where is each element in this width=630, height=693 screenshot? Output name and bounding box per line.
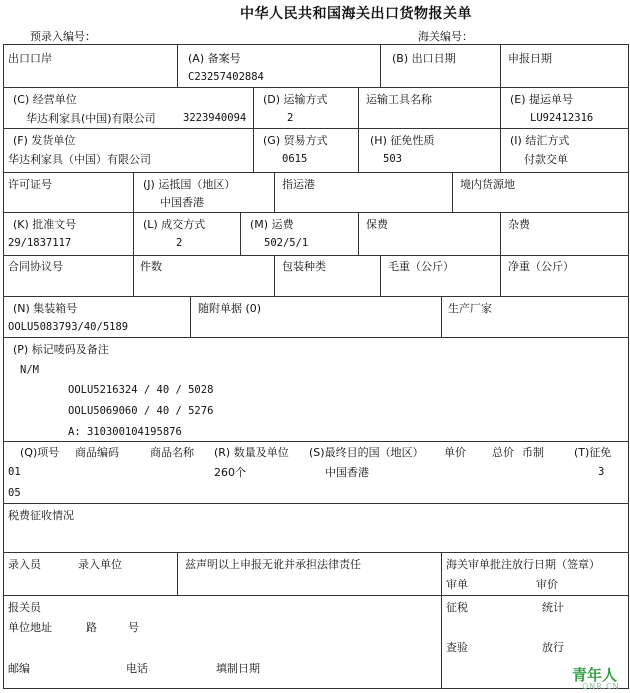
grid-line: [177, 552, 178, 595]
bill-of-lading-value: LU92412316: [530, 112, 594, 124]
transport-mode-label: (D) 运输方式: [263, 93, 328, 106]
export-port-label: 出口口岸: [8, 52, 52, 65]
destination-port-label: 指运港: [282, 178, 315, 191]
number-label: 号: [128, 621, 139, 634]
grid-line: [500, 255, 501, 296]
marks-line-1: OOLU5216324 / 40 / 5028: [68, 384, 214, 396]
grid-line: [3, 255, 629, 256]
grid-line: [3, 296, 629, 297]
deal-mode-label: (L) 成交方式: [143, 218, 206, 231]
grid-line: [500, 44, 501, 87]
domestic-source-label: 境内货源地: [460, 178, 515, 191]
item-row-1-levy: 3: [598, 466, 605, 478]
net-weight-label: 净重（公斤）: [508, 260, 574, 273]
grid-line: [3, 441, 629, 442]
bill-of-lading-label: (E) 提运单号: [510, 93, 574, 106]
item-header-name: 商品名称: [150, 446, 194, 459]
item-row-1-quantity: 260个: [214, 466, 246, 479]
item-header-destination: (S)最终目的国（地区）: [309, 446, 424, 459]
grid-line: [190, 296, 191, 337]
tax-status-label: 税费征收情况: [8, 509, 74, 522]
marks-line-2: OOLU5069060 / 40 / 5276: [68, 405, 214, 417]
grid-line: [177, 44, 178, 87]
grid-line: [500, 212, 501, 255]
freight-label: (M) 运费: [250, 218, 294, 231]
watermark-url: QNR.CN: [582, 682, 620, 691]
transport-mode-value: 2: [287, 112, 294, 124]
marks-label: (P) 标记唛码及备注: [13, 343, 109, 356]
grid-line: [240, 212, 241, 255]
marks-nm: N/M: [20, 364, 39, 376]
grid-line: [3, 128, 629, 129]
grid-line: [358, 87, 359, 128]
grid-line: [500, 128, 501, 172]
item-header-quantity: (R) 数量及单位: [214, 446, 289, 459]
package-type-label: 包装种类: [282, 260, 326, 273]
item-header-levy: (T)征免: [574, 446, 612, 459]
item-header-code: 商品编码: [75, 446, 119, 459]
item-header-total: 总价: [492, 446, 514, 459]
contract-number-label: 合同协议号: [8, 260, 63, 273]
settlement-value: 付款交单: [524, 153, 568, 166]
grid-line: [3, 595, 629, 596]
grid-line: [441, 552, 442, 688]
grid-line: [274, 172, 275, 212]
item-header-no: (Q)项号: [20, 446, 60, 459]
attached-docs-label: 随附单据 (0): [198, 302, 262, 315]
marks-line-3: A: 310300104195876: [68, 426, 182, 438]
grid-line: [500, 87, 501, 128]
grid-line: [3, 212, 629, 213]
item-header-unit-price: 单价: [444, 446, 466, 459]
fill-date-label: 填制日期: [216, 662, 260, 675]
record-number-value: C23257402884: [188, 71, 264, 83]
grid-line: [452, 172, 453, 212]
statistics-label: 统计: [542, 601, 564, 614]
item-row-1-no: 01: [8, 466, 21, 478]
levy-nature-label: (H) 征免性质: [370, 134, 435, 147]
grid-line: [133, 172, 134, 212]
deal-mode-value: 2: [176, 237, 183, 249]
grid-line: [441, 296, 442, 337]
trade-mode-value: 0615: [282, 153, 308, 165]
misc-fee-label: 杂费: [508, 218, 530, 231]
export-date-label: (B) 出口日期: [392, 52, 456, 65]
record-number-label: (A) 备案号: [188, 52, 241, 65]
price-review-label: 审价: [536, 578, 558, 591]
item-header-currency: 币制: [522, 446, 544, 459]
gross-weight-label: 毛重（公斤）: [388, 260, 454, 273]
postcode-label: 邮编: [8, 662, 30, 675]
release-label: 放行: [542, 641, 564, 654]
manufacturer-label: 生产厂家: [448, 302, 492, 315]
item-row-1-destination: 中国香港: [325, 466, 369, 479]
vessel-name-label: 运输工具名称: [366, 93, 432, 106]
pre-entry-number-label: 预录入编号：: [30, 30, 96, 43]
grid-line: [380, 255, 381, 296]
grid-line: [358, 212, 359, 255]
customs-approval-title: 海关审单批注放行日期（签章）: [446, 558, 600, 571]
grid-line: [3, 503, 629, 504]
declare-date-label: 申报日期: [508, 52, 552, 65]
grid-line: [3, 688, 629, 689]
grid-line: [628, 44, 629, 689]
grid-line: [380, 44, 381, 87]
grid-line: [3, 337, 629, 338]
grid-line: [3, 552, 629, 553]
license-label: 许可证号: [8, 178, 52, 191]
shipper-label: (F) 发货单位: [13, 134, 76, 147]
settlement-label: (I) 结汇方式: [510, 134, 570, 147]
operator-code: 3223940094: [183, 112, 247, 124]
freight-value: 502/5/1: [264, 237, 309, 249]
container-number-label: (N) 集装箱号: [13, 302, 78, 315]
phone-label: 电话: [126, 662, 148, 675]
grid-line: [253, 87, 254, 128]
grid-line: [358, 128, 359, 172]
insurance-label: 保费: [366, 218, 388, 231]
package-count-label: 件数: [140, 260, 162, 273]
declaration-statement: 兹声明以上申报无讹并承担法律责任: [185, 558, 361, 571]
grid-line: [3, 172, 629, 173]
grid-line: [133, 255, 134, 296]
approval-number-label: (K) 批准文号: [13, 218, 77, 231]
grid-line: [253, 128, 254, 172]
trade-mode-label: (G) 贸易方式: [263, 134, 328, 147]
grid-line: [3, 87, 629, 88]
operator-name: 华达利家具(中国)有限公司: [26, 112, 156, 125]
inspection-label: 查验: [446, 641, 468, 654]
approval-number-value: 29/1837117: [8, 237, 72, 249]
levy-nature-value: 503: [383, 153, 402, 165]
grid-line: [3, 44, 629, 45]
item-row-2-no: 05: [8, 487, 21, 499]
unit-address-label: 单位地址: [8, 621, 52, 634]
shipper-name: 华达利家具（中国）有限公司: [8, 153, 151, 166]
destination-country-value: 中国香港: [160, 196, 204, 209]
grid-line: [133, 212, 134, 255]
destination-country-label: (J) 运抵国（地区）: [143, 178, 236, 191]
watermark-logo: 青年人: [572, 666, 618, 684]
grid-line: [274, 255, 275, 296]
entry-clerk-label: 录入员: [8, 558, 41, 571]
grid-line: [3, 44, 4, 689]
levy-tax-label: 征税: [446, 601, 468, 614]
customs-number-label: 海关编号：: [418, 30, 473, 43]
operator-label: (C) 经营单位: [13, 93, 77, 106]
declarant-label: 报关员: [8, 601, 41, 614]
container-number-value: OOLU5083793/40/5189: [8, 321, 129, 333]
road-label: 路: [86, 621, 97, 634]
review-label: 审单: [446, 578, 468, 591]
entry-unit-label: 录入单位: [78, 558, 122, 571]
document-title: 中华人民共和国海关出口货物报关单: [240, 6, 472, 22]
